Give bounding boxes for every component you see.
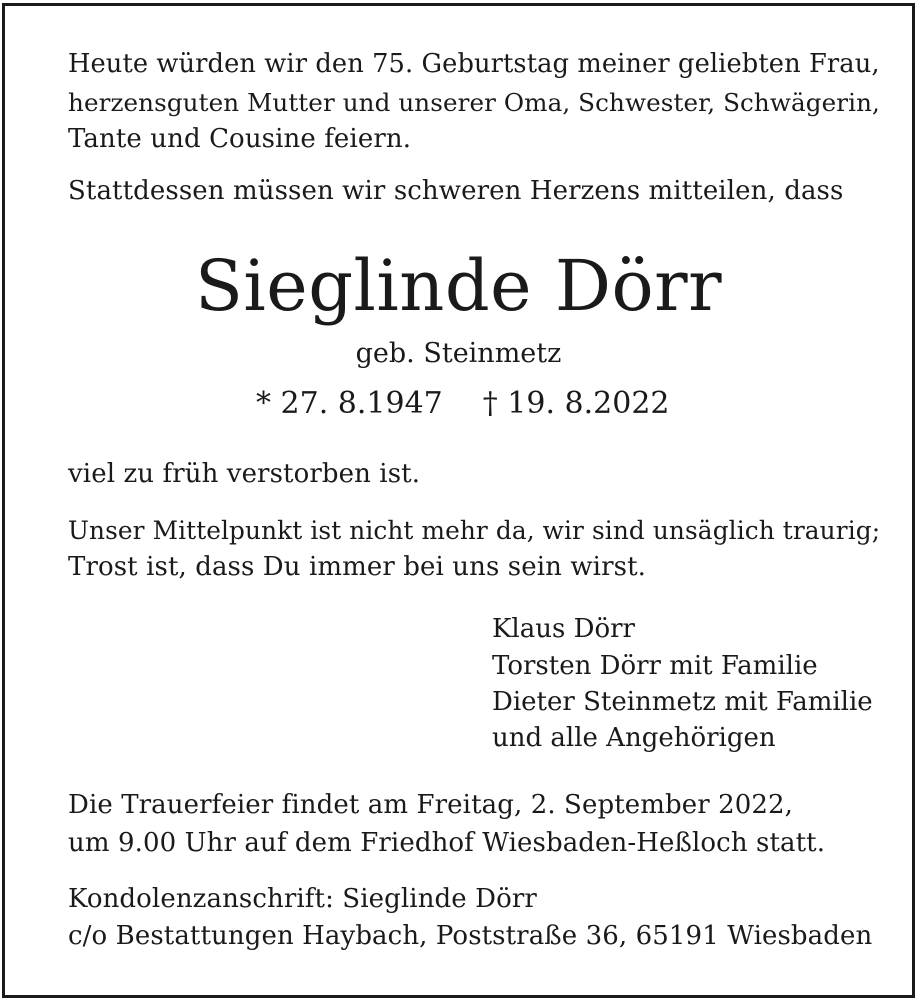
signatory: Torsten Dörr mit Familie	[492, 651, 818, 681]
birth-date: * 27. 8.1947	[256, 386, 443, 421]
signatory: und alle Angehörigen	[492, 723, 776, 753]
condolence-line-2: c/o Bestattungen Haybach, Poststraße 36, 65191 Wiesbaden	[68, 921, 873, 951]
condolence-line-1: Kondolenzanschrift: Sieglinde Dörr	[68, 884, 537, 914]
mourning-line-2: Trost ist, dass Du immer bei uns sein wirst.	[68, 552, 646, 582]
intro-line-3: Tante und Cousine feiern.	[68, 124, 412, 154]
funeral-line-2: um 9.00 Uhr auf dem Friedhof Wiesbaden-Heßloch statt.	[68, 828, 826, 858]
funeral-line-1: Die Trauerfeier findet am Freitag, 2. September 2022,	[68, 790, 794, 820]
signatory: Klaus Dörr	[492, 614, 635, 644]
died-line: viel zu früh verstorben ist.	[68, 459, 421, 489]
intro-line-1: Heute würden wir den 75. Geburtstag meiner geliebten Frau,	[68, 49, 880, 79]
mourning-line-1: Unser Mittelpunkt ist nicht mehr da, wir sind unsäglich traurig;	[68, 516, 881, 545]
life-dates	[256, 384, 670, 424]
intro-line-2: herzensguten Mutter und unserer Oma, Schwester, Schwägerin,	[68, 88, 880, 117]
death-date: † 19. 8.2022	[482, 386, 670, 421]
deceased-name: Sieglinde Dörr	[194, 245, 723, 327]
maiden-name: geb. Steinmetz	[355, 338, 562, 369]
announcement-line: Stattdessen müssen wir schweren Herzens mitteilen, dass	[68, 176, 844, 206]
signatory: Dieter Steinmetz mit Familie	[492, 687, 873, 717]
